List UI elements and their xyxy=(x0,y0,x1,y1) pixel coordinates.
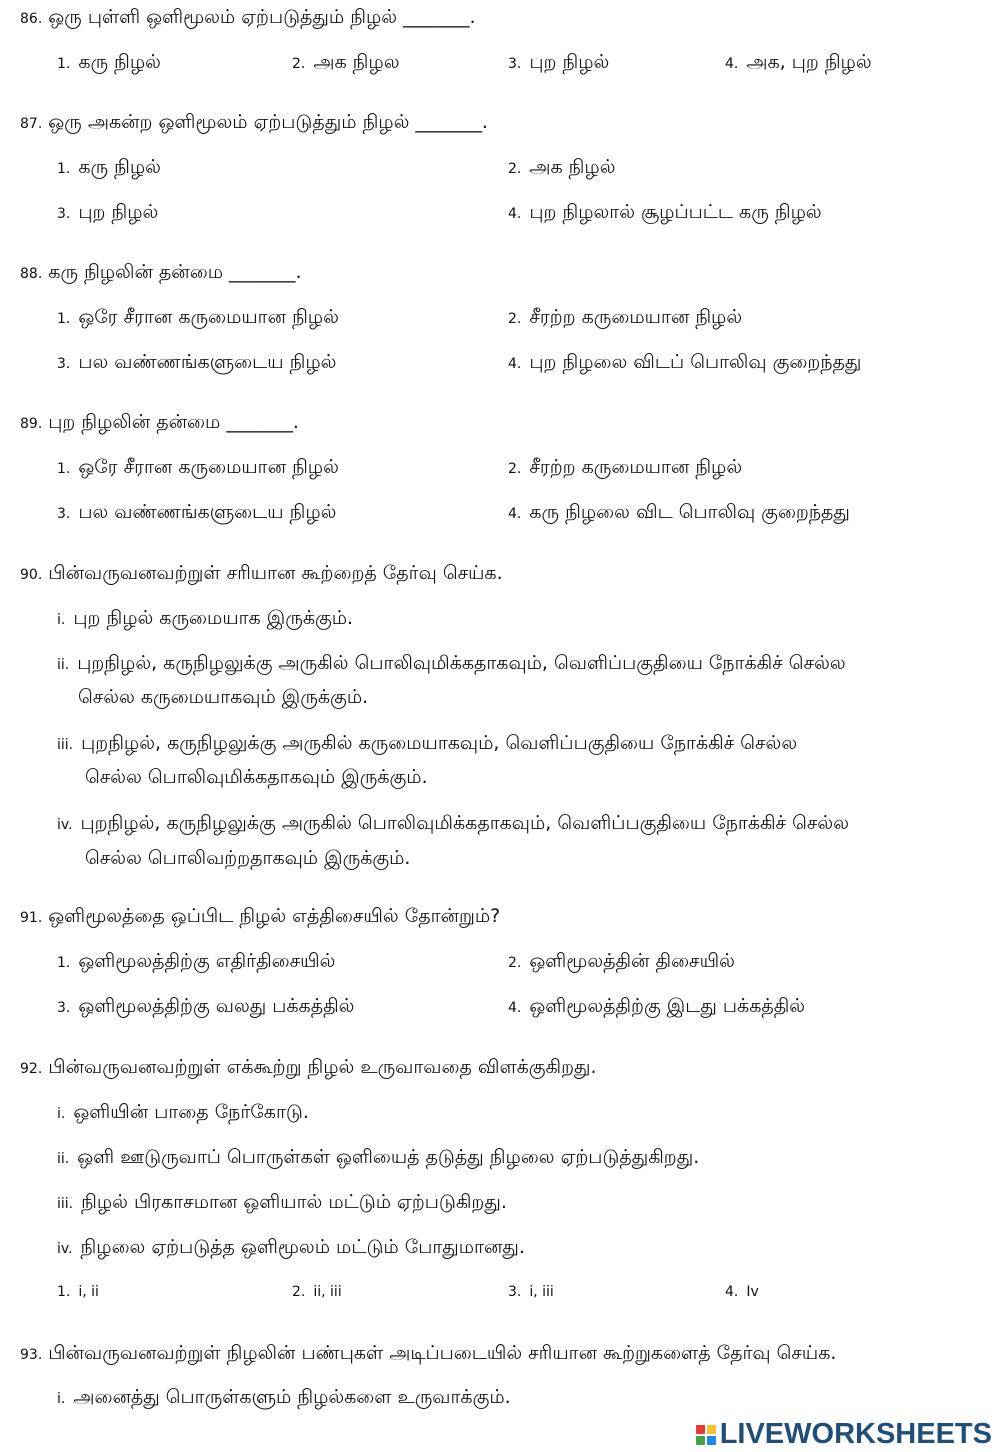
statement-90-iv[interactable]: iv. புறநிழல், கருநிழலுக்கு அருகில் பொலிவுமிக்கதாகவும், வெளிப்பகுதியை நோக்கிச் செல்ல xyxy=(57,812,849,834)
question-93 xyxy=(20,1342,836,1367)
logo-text: LIVEWORKSHEETS xyxy=(719,1418,992,1450)
question-number: 92. xyxy=(20,1061,43,1077)
question-text: ஒரு அகன்ற ஒளிமூலம் ஏற்படுத்தும் நிழல் _______. xyxy=(48,111,488,133)
option-89-3[interactable]: 3. பல வண்ணங்களுடைய நிழல் xyxy=(57,501,337,523)
option-88-4[interactable]: 4. புற நிழலை விடப் பொலிவு குறைந்தது xyxy=(508,351,862,373)
option-92-2[interactable]: 2. ii, iii xyxy=(292,1284,342,1300)
option-89-1[interactable]: 1. ஒரே சீரான கருமையான நிழல் xyxy=(57,456,339,478)
question-86 xyxy=(20,6,476,31)
logo-tiles-icon xyxy=(696,1425,716,1445)
question-91 xyxy=(20,905,500,930)
liveworksheets-logo xyxy=(696,1418,992,1451)
question-87 xyxy=(20,111,488,136)
question-number: 86. xyxy=(20,11,43,27)
question-92 xyxy=(20,1056,597,1081)
option-86-2[interactable]: 2. அக நிழல xyxy=(292,51,400,73)
option-87-4[interactable]: 4. புற நிழலால் சூழப்பட்ட கரு நிழல் xyxy=(508,201,822,223)
question-number: 88. xyxy=(20,266,43,282)
option-87-3[interactable]: 3. புற நிழல் xyxy=(57,201,159,223)
option-86-1[interactable]: 1. கரு நிழல் xyxy=(57,51,161,73)
question-text: ஒளிமூலத்தை ஒப்பிட நிழல் எத்திசையில் தோன்றும்? xyxy=(48,905,501,927)
option-88-2[interactable]: 2. சீரற்ற கருமையான நிழல் xyxy=(508,306,743,328)
option-89-2[interactable]: 2. சீரற்ற கருமையான நிழல் xyxy=(508,456,743,478)
question-89 xyxy=(20,411,299,436)
option-88-3[interactable]: 3. பல வண்ணங்களுடைய நிழல் xyxy=(57,351,337,373)
statement-92-i[interactable]: i. ஒளியின் பாதை நேர்கோடு. xyxy=(57,1101,309,1123)
option-92-3[interactable]: 3. i, iii xyxy=(508,1284,554,1300)
statement-90-iv-continued: செல்ல பொலிவற்றதாகவும் இருக்கும். xyxy=(85,847,411,869)
option-87-2[interactable]: 2. அக நிழல் xyxy=(508,156,616,178)
statement-90-i[interactable]: i. புற நிழல் கருமையாக இருக்கும். xyxy=(57,607,354,629)
statement-90-iii-continued: செல்ல பொலிவுமிக்கதாகவும் இருக்கும். xyxy=(85,766,428,788)
option-91-3[interactable]: 3. ஒளிமூலத்திற்கு வலது பக்கத்தில் xyxy=(57,995,355,1017)
question-number: 90. xyxy=(20,567,43,583)
question-number: 89. xyxy=(20,416,43,432)
option-86-3[interactable]: 3. புற நிழல் xyxy=(508,51,610,73)
question-number: 87. xyxy=(20,116,43,132)
statement-92-iii[interactable]: iii. நிழல் பிரகாசமான ஒளியால் மட்டும் ஏற்படுகிறது. xyxy=(57,1191,507,1213)
question-number: 93. xyxy=(20,1347,43,1363)
statement-90-ii[interactable]: ii. புறநிழல், கருநிழலுக்கு அருகில் பொலிவுமிக்கதாகவும், வெளிப்பகுதியை நோக்கிச் செல்ல xyxy=(57,652,846,674)
question-text: பின்வருவனவற்றுள் எக்கூற்று நிழல் உருவாவதை விளக்குகிறது. xyxy=(48,1056,597,1078)
option-87-1[interactable]: 1. கரு நிழல் xyxy=(57,156,161,178)
statement-90-ii-continued: செல்ல கருமையாகவும் இருக்கும். xyxy=(78,686,369,708)
statement-92-ii[interactable]: ii. ஒளி ஊடுருவாப் பொருள்கள் ஒளியைத் தடுத்து நிழலை ஏற்படுத்துகிறது. xyxy=(57,1146,700,1168)
option-91-2[interactable]: 2. ஒளிமூலத்தின் திசையில் xyxy=(508,950,735,972)
statement-92-iv[interactable]: iv. நிழலை ஏற்படுத்த ஒளிமூலம் மட்டும் போதுமானது. xyxy=(57,1236,525,1258)
question-text: பின்வருவனவற்றுள் சரியான கூற்றைத் தேர்வு செய்க. xyxy=(48,562,503,584)
option-92-4[interactable]: 4. Iv xyxy=(725,1284,759,1300)
option-88-1[interactable]: 1. ஒரே சீரான கருமையான நிழல் xyxy=(57,306,339,328)
question-text: புற நிழலின் தன்மை _______. xyxy=(48,411,299,433)
statement-90-iii[interactable]: iii. புறநிழல், கருநிழலுக்கு அருகில் கருமையாகவும், வெளிப்பகுதியை நோக்கிச் செல்ல xyxy=(57,732,798,754)
question-number: 91. xyxy=(20,910,43,926)
option-91-4[interactable]: 4. ஒளிமூலத்திற்கு இடது பக்கத்தில் xyxy=(508,995,806,1017)
option-86-4[interactable]: 4. அக, புற நிழல் xyxy=(725,51,872,73)
question-90 xyxy=(20,562,503,587)
option-91-1[interactable]: 1. ஒளிமூலத்திற்கு எதிர்திசையில் xyxy=(57,950,336,972)
question-text: பின்வருவனவற்றுள் நிழலின் பண்புகள் அடிப்படையில் சரியான கூற்றுகளைத் தேர்வு செய்க. xyxy=(48,1342,837,1364)
option-89-4[interactable]: 4. கரு நிழலை விட பொலிவு குறைந்தது xyxy=(508,501,850,523)
option-92-1[interactable]: 1. i, ii xyxy=(57,1284,99,1300)
statement-93-i[interactable]: i. அனைத்து பொருள்களும் நிழல்களை உருவாக்கும். xyxy=(57,1386,511,1408)
question-88 xyxy=(20,261,302,286)
question-text: கரு நிழலின் தன்மை _______. xyxy=(48,261,302,283)
question-text: ஒரு புள்ளி ஒளிமூலம் ஏற்படுத்தும் நிழல் _______. xyxy=(48,6,476,28)
